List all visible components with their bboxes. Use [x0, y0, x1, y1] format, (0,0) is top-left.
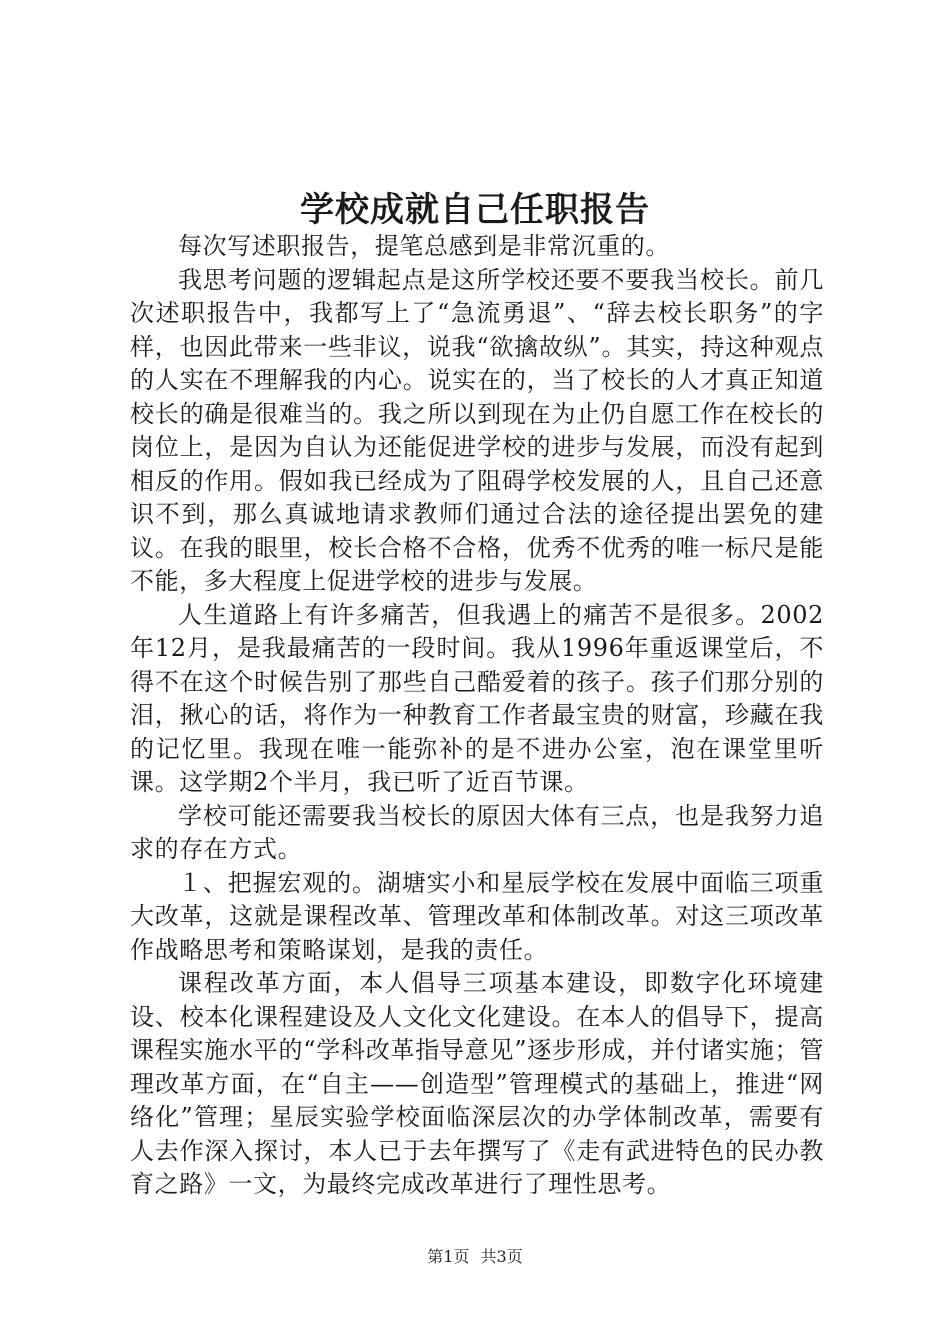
page-footer	[0, 1244, 950, 1267]
document-title: 学校成就自己任职报告	[300, 190, 650, 230]
paragraph: 我思考问题的逻辑起点是这所学校还要不要我当校长。前几次述职报告中，我都写上了“急流勇退”、“辞去校长职务”的字样，也因此带来一些非议，说我“欲擒故纵”。其实，持这种观点的人实在不理解我的内心。说实在的，当了校长的人才真正知道校长的确是很难当的。我之所以到现在为止仍自愿工作在校长的岗位上，是因为自认为还能促进学校的进步与发展，而没有起到相反的作用。假如我已经成为了阻碍学校发展的人，且自己还意识不到，那么真诚地请求教师们通过合法的途径提出罢免的建议。在我的眼里，校长合格不合格，优秀不优秀的唯一标尺是能不能，多大程度上促进学校的进步与发展。	[130, 265, 824, 595]
paragraph: 课程改革方面，本人倡导三项基本建设，即数字化环境建设、校本化课程建设及人文化文化建设。在本人的倡导下，提高课程实施水平的“学科改革指导意见”逐步形成，并付诸实施；管理改革方面，在“自主——创造型”管理模式的基础上，推进“网络化”管理；星辰实验学校面临深层次的办学体制改革，需要有人去作深入探讨，本人已于去年撰写了《走有武进特色的民办教育之路》一文，为最终完成改革进行了理性思考。	[130, 969, 824, 1198]
page-number: 第1页	[427, 1247, 470, 1266]
document-body	[130, 230, 824, 1202]
paragraph: 人生道路上有许多痛苦，但我遇上的痛苦不是很多。2002年12月，是我最痛苦的一段时间。我从1996年重返课堂后，不得不在这个时候告别了那些自己酷爱着的孩子。孩子们那分别的泪，揪心的话，将作为一种教育工作者最宝贵的财富，珍藏在我的记忆里。我现在唯一能弥补的是不进办公室，泡在课堂里听课。这学期2个半月，我已听了近百节课。	[130, 600, 824, 796]
paragraph: 学校可能还需要我当校长的原因大体有三点，也是我努力追求的存在方式。	[130, 801, 824, 863]
paragraph: １、把握宏观的。湖塘实小和星辰学校在发展中面临三项重大改革，这就是课程改革、管理改革和体制改革。对这三项改革作战略思考和策略谋划，是我的责任。	[130, 868, 824, 964]
page-total: 共3页	[480, 1247, 523, 1266]
paragraph: 每次写述职报告，提笔总感到是非常沉重的。	[178, 232, 670, 260]
